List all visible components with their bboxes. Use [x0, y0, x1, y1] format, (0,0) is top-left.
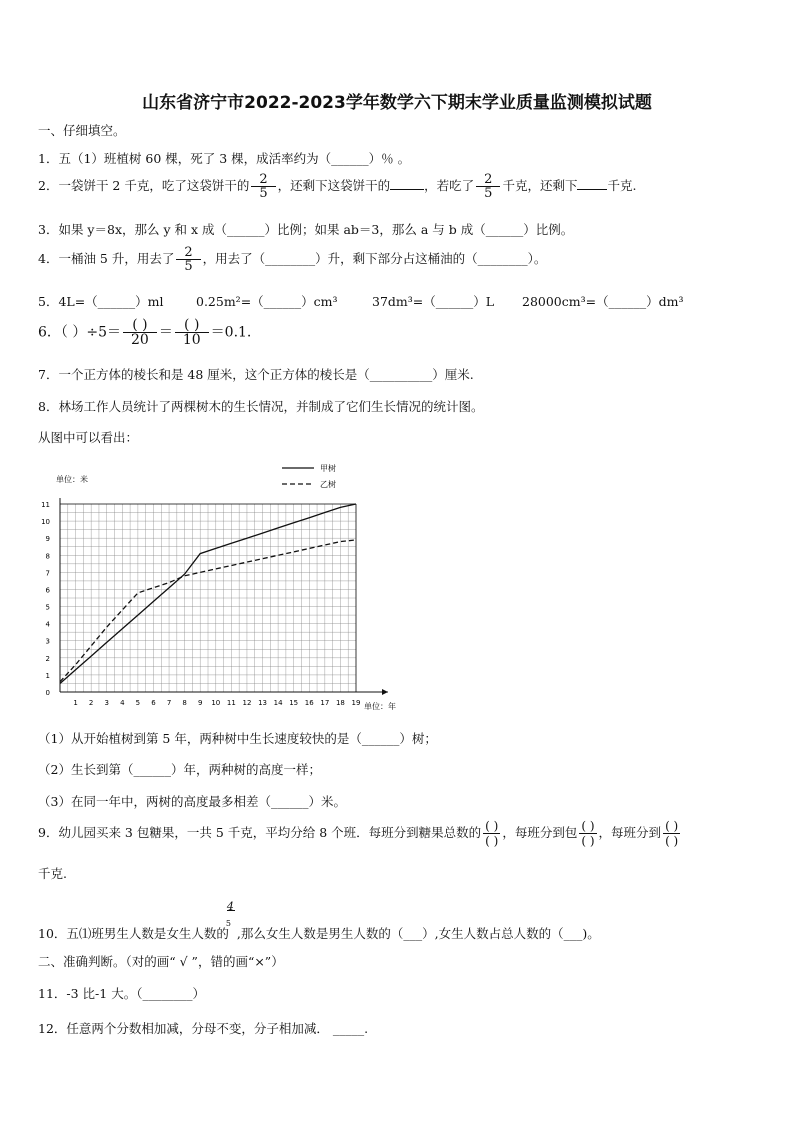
question-6-part-b: ＝0.1. [210, 324, 252, 341]
x-tick-label: 1 [73, 699, 78, 707]
question-10-part-b: ,那么女生人数是男生人数的（___）,女生人数占总人数的（___)。 [236, 926, 600, 941]
question-5-part-b: 0.25m²=（______）cm³ [196, 294, 338, 309]
y-axis-unit-label: 单位：米 [56, 475, 88, 484]
question-8-1: （1）从开始植树到第 5 年，两种树中生长速度较快的是（______）树； [38, 731, 437, 746]
question-9-part-b: ，每班分到包 [502, 825, 578, 840]
question-4 [38, 246, 546, 273]
x-tick-label: 18 [335, 699, 345, 707]
fraction-numerator: 2 [251, 173, 275, 187]
fraction-numerator[interactable]: ( ) [123, 318, 157, 333]
x-tick-label: 6 [151, 699, 156, 707]
x-tick-label: 16 [304, 699, 314, 707]
fraction-blank[interactable] [663, 820, 680, 847]
question-2-part-d: 千克，还剩下 [502, 178, 578, 193]
fraction-2-5 [476, 173, 500, 200]
question-10 [38, 900, 600, 942]
question-6-part-a: 6．（ ）÷5＝ [38, 324, 121, 341]
fraction-2-5 [251, 173, 275, 200]
fraction-blank[interactable] [579, 820, 596, 847]
question-2-part-b: ，还剩下这袋饼干的 [277, 178, 391, 193]
x-axis-unit-label: 单位：年 [364, 702, 396, 711]
fraction-blank-over-10 [175, 318, 209, 347]
fraction-denominator: ( ) [665, 834, 679, 848]
x-tick-label: 13 [258, 699, 267, 707]
y-tick-label: 11 [41, 501, 50, 509]
y-tick-label: 6 [45, 586, 50, 595]
y-tick-label: 10 [41, 518, 50, 527]
question-8-2: （2）生长到第（______）年，两种树的高度一样； [38, 762, 321, 777]
question-2-part-e: 千克. [607, 178, 637, 193]
x-tick-label: 10 [211, 699, 221, 707]
tree-growth-chart [34, 456, 424, 718]
x-tick-label: 14 [273, 699, 283, 707]
chart-grid [60, 504, 356, 692]
x-tick-label: 19 [351, 699, 361, 707]
answer-blank[interactable] [390, 178, 424, 190]
question-9-part-a: 9．幼儿园买来 3 包糖果，一共 5 千克，平均分给 8 个班．每班分到糖果总数的 [38, 825, 482, 840]
fraction-numerator: ( ) [485, 819, 499, 833]
fraction-denominator: 5 [225, 919, 232, 928]
y-tick-label: 2 [45, 654, 50, 663]
section-1-heading: 一、仔细填空。 [38, 123, 126, 138]
question-8-lead: 从图中可以看出： [38, 430, 139, 445]
y-tick-label: 3 [45, 637, 50, 646]
fraction-numerator: ( ) [665, 819, 679, 833]
x-tick-label: 12 [242, 699, 252, 707]
x-tick-label: 11 [226, 699, 236, 707]
question-7: 7．一个正方体的棱长和是 48 厘米，这个正方体的棱长是（__________）厘米. [38, 367, 474, 382]
fraction-numerator: 2 [176, 246, 200, 260]
question-3: 3．如果 y＝8x，那么 y 和 x 成（______）比例；如果 ab＝3，那么 a 与 b 成（______）比例。 [38, 222, 574, 237]
fraction-blank[interactable] [483, 820, 500, 847]
question-5-part-d: 28000cm³=（______）dm³ [522, 294, 684, 309]
legend-label: 乙树 [320, 480, 336, 489]
x-tick-label: 15 [289, 699, 299, 707]
question-11: 11．-3 比-1 大。（________） [38, 986, 205, 1001]
section-2-heading: 二、准确判断。（对的画“ √ ”，错的画“×”） [38, 954, 284, 969]
fraction-numerator: 2 [476, 173, 500, 187]
question-9 [38, 820, 682, 847]
fraction-denominator: 5 [259, 186, 268, 201]
chart-legend [282, 463, 336, 489]
question-9-tail: 千克. [38, 866, 67, 881]
question-2-part-c: ，若吃了 [424, 178, 475, 193]
question-1: 1．五（1）班植树 60 棵，死了 3 棵，成活率约为（______）％ 。 [38, 151, 411, 166]
y-tick-label: 0 [45, 689, 50, 697]
x-tick-label: 17 [320, 699, 330, 707]
fraction-denominator: 20 [131, 332, 149, 348]
fraction-denominator: 5 [184, 259, 193, 274]
x-axis-ticks [73, 699, 360, 707]
y-tick-label: 9 [45, 535, 50, 544]
x-tick-label: 7 [166, 699, 172, 707]
y-tick-label: 4 [45, 620, 50, 629]
question-9-part-c: ，每班分到 [598, 825, 662, 840]
fraction-denominator: 5 [484, 186, 493, 201]
fraction-numerator: 4 [226, 900, 234, 913]
fraction-bar [227, 910, 235, 911]
y-tick-label: 7 [45, 569, 50, 578]
chart-axes [60, 498, 388, 695]
x-tick-label: 4 [120, 699, 125, 707]
y-axis-ticks [41, 501, 50, 697]
x-tick-label: 9 [197, 699, 203, 707]
x-tick-label: 8 [182, 699, 187, 707]
fraction-denominator: 10 [182, 332, 201, 348]
answer-blank[interactable] [577, 178, 607, 190]
equals-sign: ＝ [158, 324, 173, 341]
question-8: 8．林场工作人员统计了两棵树木的生长情况，并制成了它们生长情况的统计图。 [38, 399, 484, 414]
fraction-denominator: ( ) [581, 834, 595, 848]
question-5-part-c: 37dm³=（______）L [372, 294, 495, 309]
x-tick-label: 5 [135, 699, 141, 707]
page-title: 山东省济宁市2022-2023学年数学六下期末学业质量监测模拟试题 [142, 93, 652, 113]
question-4-part-a: 4．一桶油 5 升，用去了 [38, 251, 175, 266]
fraction-denominator: ( ) [485, 834, 499, 848]
legend-label: 甲树 [320, 464, 336, 473]
x-tick-label: 3 [104, 699, 109, 707]
question-6 [38, 318, 251, 347]
fraction-2-5 [176, 246, 200, 273]
fraction-blank-over-20 [123, 318, 157, 347]
question-12: 12．任意两个分数相加减，分母不变，分子相加减． _____. [38, 1021, 369, 1036]
question-8-3: （3）在同一年中，两树的高度最多相差（______）米。 [38, 794, 346, 809]
question-2-part-a: 2．一袋饼干 2 千克，吃了这袋饼干的 [38, 178, 250, 193]
y-tick-label: 1 [45, 671, 50, 680]
x-tick-label: 2 [88, 699, 94, 707]
question-2 [38, 173, 636, 200]
y-tick-label: 5 [45, 603, 50, 612]
fraction-numerator: ( ) [581, 819, 595, 833]
question-10-part-a: 10．五⑴班男生人数是女生人数的 [38, 926, 229, 941]
question-5-part-a: 5．4L=（______）ml [38, 294, 164, 309]
x-axis-arrow [382, 689, 388, 695]
fraction-numerator[interactable]: ( ) [175, 318, 209, 333]
question-4-part-b: ，用去了（________）升，剩下部分占这桶油的（________）。 [202, 251, 547, 266]
y-tick-label: 8 [45, 552, 50, 561]
fraction-4-5-small [225, 900, 237, 938]
